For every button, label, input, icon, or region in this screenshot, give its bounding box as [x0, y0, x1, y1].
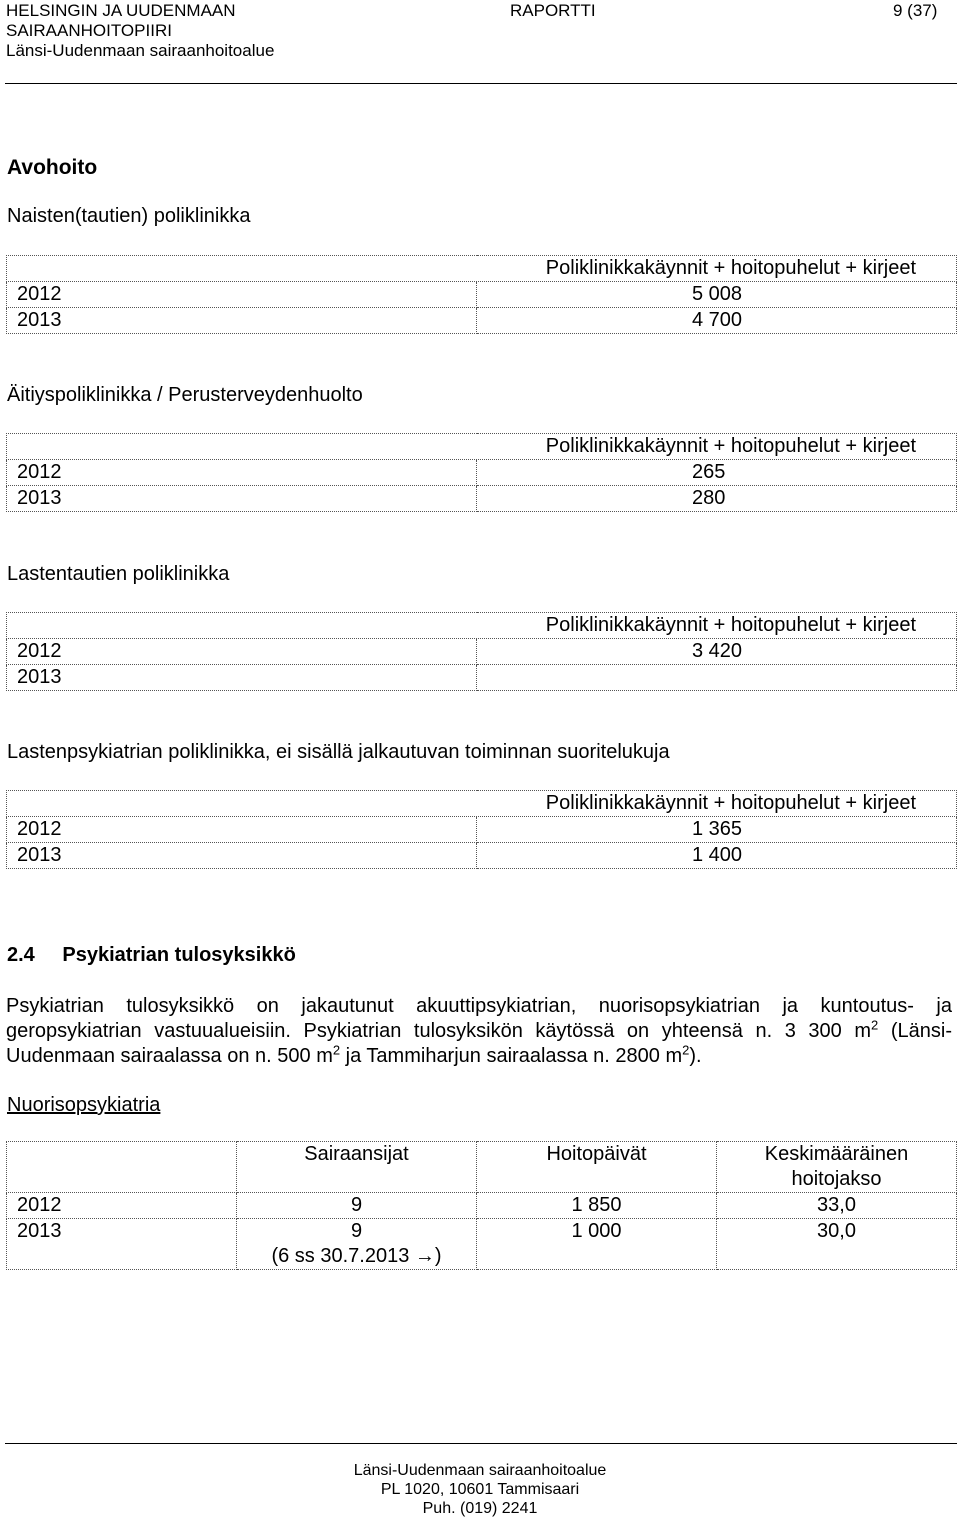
section-heading-text: Psykiatrian tulosyksikkö: [62, 944, 296, 966]
table-row: [7, 282, 957, 308]
year-cell: 2013: [7, 843, 477, 869]
days-cell: 1 850: [477, 1193, 717, 1219]
header-doc-type: RAPORTTI: [510, 1, 596, 20]
value-cell: 280: [477, 486, 957, 512]
year-cell: 2013: [7, 1219, 237, 1270]
value-cell: 5 008: [477, 282, 957, 308]
beds-value: 9: [350, 1220, 363, 1242]
header-beds: Sairaansijat: [237, 1142, 477, 1193]
year-cell: 2013: [7, 308, 477, 334]
clinic-title-maternity: Äitiyspoliklinikka / Perusterveydenhuolto: [7, 384, 363, 406]
superscript-2b: 2: [332, 1042, 341, 1058]
table-row: [7, 486, 957, 512]
clinic-table-pediatrics: [6, 612, 957, 691]
empty-header-cell: [7, 1142, 237, 1193]
footer: [0, 1461, 960, 1518]
year-cell: 2012: [7, 282, 477, 308]
table-header-row: [7, 1142, 957, 1193]
header-org: [6, 1, 274, 61]
clinic-table-womens: [6, 255, 957, 334]
beds-cell: [237, 1219, 477, 1270]
section-2-4-paragraph: [6, 994, 952, 1069]
value-cell: 1 400: [477, 843, 957, 869]
beds-note: (6 ss 30.7.2013 →): [271, 1245, 442, 1267]
clinic-table-maternity: [6, 433, 957, 512]
column-header: Poliklinikkakäynnit + hoitopuhelut + kirjeet: [7, 791, 957, 817]
paragraph-text-a: Psykiatrian tulosyksikkö on jakautunut akuuttipsykiatrian, nuorisopsykiatrian ja kuntoutus- ja geropsykiatrian vastuualueisiin. Psykiatrian tulosyksikön käytössä on yhteensä n. 3 300 m: [6, 995, 952, 1042]
year-cell: 2012: [7, 639, 477, 665]
clinic-table-child-psychiatry: [6, 790, 957, 869]
section-2-4-heading: [7, 944, 296, 967]
clinic-title-child-psychiatry: Lastenpsykiatrian poliklinikka, ei sisällä jalkautuvan toiminnan suoritelukuja: [7, 741, 670, 763]
footer-line2: PL 1020, 10601 Tammisaari: [380, 1481, 580, 1498]
header-days: Hoitopäivät: [477, 1142, 717, 1193]
avg-cell: 30,0: [717, 1219, 957, 1270]
table-header-row: [7, 791, 957, 817]
value-cell: 4 700: [477, 308, 957, 334]
footer-divider: [5, 1443, 957, 1444]
year-cell: 2013: [7, 665, 477, 691]
table-row: [7, 460, 957, 486]
days-cell: 1 000: [477, 1219, 717, 1270]
superscript-2c: 2: [682, 1042, 690, 1058]
table-row: [7, 665, 957, 691]
value-cell: 3 420: [477, 639, 957, 665]
table-row: [7, 843, 957, 869]
paragraph-text-c: ja Tammiharjun sairaalassa n. 2800 m: [340, 1045, 683, 1067]
column-header: Poliklinikkakäynnit + hoitopuhelut + kirjeet: [7, 434, 957, 460]
year-cell: 2012: [7, 1193, 237, 1219]
table-header-row: [7, 434, 957, 460]
header-page-number: 9 (37): [893, 1, 938, 20]
table-header-row: [7, 613, 957, 639]
footer-line3: Puh. (019) 2241: [422, 1500, 538, 1517]
column-header: Poliklinikkakäynnit + hoitopuhelut + kirjeet: [7, 613, 957, 639]
header-avg: Keskimääräinen hoitojakso: [717, 1142, 957, 1193]
value-cell: [477, 665, 957, 691]
table-header-row: [7, 256, 957, 282]
table-row: [7, 1193, 957, 1219]
year-cell: 2013: [7, 486, 477, 512]
table-row: [7, 817, 957, 843]
table-row: [7, 308, 957, 334]
beds-cell: 9: [237, 1193, 477, 1219]
header-divider: [5, 83, 957, 84]
clinic-title-womens: Naisten(tautien) poliklinikka: [7, 205, 251, 227]
year-cell: 2012: [7, 460, 477, 486]
superscript-2a: 2: [871, 1017, 879, 1033]
paragraph-text-b: (Länsi-Uudenmaan sairaalassa on n. 500 m: [6, 1020, 952, 1067]
table-row: [7, 1219, 957, 1270]
section-number: 2.4: [7, 944, 35, 966]
value-cell: 1 365: [477, 817, 957, 843]
header-org-line2: SAIRAANHOITOPIIRI: [6, 21, 172, 40]
column-header: Poliklinikkakäynnit + hoitopuhelut + kirjeet: [7, 256, 957, 282]
youth-psychiatry-table: [6, 1141, 957, 1270]
year-cell: 2012: [7, 817, 477, 843]
value-cell: 265: [477, 460, 957, 486]
avg-cell: 33,0: [717, 1193, 957, 1219]
paragraph-text-d: ).: [689, 1045, 702, 1067]
header-org-line1: HELSINGIN JA UUDENMAAN: [6, 1, 236, 20]
clinic-title-pediatrics: Lastentautien poliklinikka: [7, 563, 230, 585]
footer-line1: Länsi-Uudenmaan sairaanhoitoalue: [353, 1462, 607, 1479]
table-row: [7, 639, 957, 665]
header-org-line3: Länsi-Uudenmaan sairaanhoitoalue: [6, 41, 275, 60]
youth-psychiatry-title: Nuorisopsykiatria: [7, 1094, 161, 1116]
section-title: Avohoito: [7, 156, 98, 179]
